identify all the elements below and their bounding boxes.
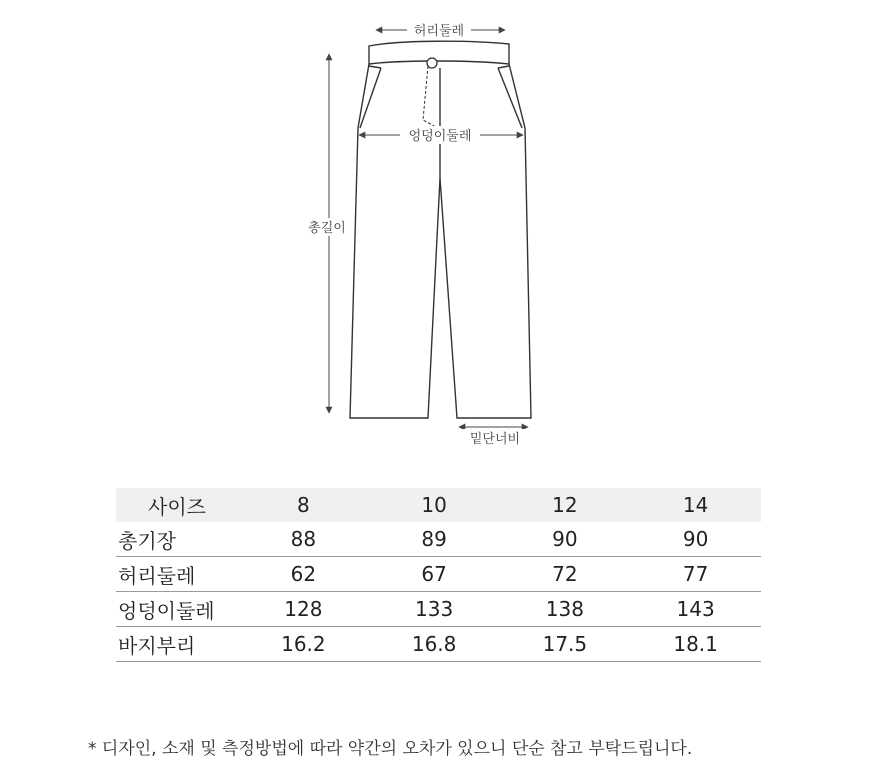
table-cell: 16.2 xyxy=(281,632,326,656)
pants-outline xyxy=(350,41,531,418)
right-pocket-seam xyxy=(498,66,509,68)
waist-button xyxy=(427,58,437,68)
table-cell: 90 xyxy=(682,527,709,551)
table-cell: 77 xyxy=(682,562,709,586)
size-header-cell: 12 xyxy=(552,493,578,517)
footnote: * 디자인, 소재 및 측정방법에 따라 약간의 오차가 있으니 단순 참고 부탁드립니다. xyxy=(88,739,693,759)
waistband xyxy=(369,41,509,64)
table-cell: 72 xyxy=(552,562,578,586)
waist-label: 허리둘레 xyxy=(413,24,465,39)
table-cell: 16.8 xyxy=(411,632,457,656)
table-cell: 133 xyxy=(415,597,454,621)
size-table xyxy=(116,488,761,662)
row-label: 허리둘레 xyxy=(118,563,196,588)
table-cell: 143 xyxy=(676,597,715,621)
table-cell: 67 xyxy=(421,562,447,586)
table-row xyxy=(116,522,761,557)
row-label: 엉덩이둘레 xyxy=(118,598,215,623)
table-cell: 17.5 xyxy=(542,632,588,656)
hip-label: 엉덩이둘레 xyxy=(408,129,472,144)
size-header-cell: 10 xyxy=(421,493,447,517)
size-header-row xyxy=(116,488,761,522)
fly-stitch xyxy=(423,66,438,128)
size-header-cell: 14 xyxy=(682,493,709,517)
table-row xyxy=(116,557,761,592)
row-label: 총기장 xyxy=(118,528,176,553)
size-header-label: 사이즈 xyxy=(148,494,206,519)
left-pocket-seam xyxy=(369,66,381,68)
table-cell: 18.1 xyxy=(673,632,718,656)
right-pocket xyxy=(498,68,522,128)
size-header-cell: 8 xyxy=(297,493,310,517)
table-cell: 88 xyxy=(290,527,317,551)
table-cell: 89 xyxy=(421,527,447,551)
row-label: 바지부리 xyxy=(118,633,196,658)
table-cell: 128 xyxy=(284,597,323,621)
table-cell: 138 xyxy=(545,597,584,621)
table-row xyxy=(116,592,761,627)
hem-width-label: 밑단너비 xyxy=(469,432,521,447)
table-cell: 90 xyxy=(552,527,578,551)
total-length-label: 총길이 xyxy=(308,221,346,236)
table-cell: 62 xyxy=(290,562,317,586)
table-row xyxy=(116,627,761,662)
